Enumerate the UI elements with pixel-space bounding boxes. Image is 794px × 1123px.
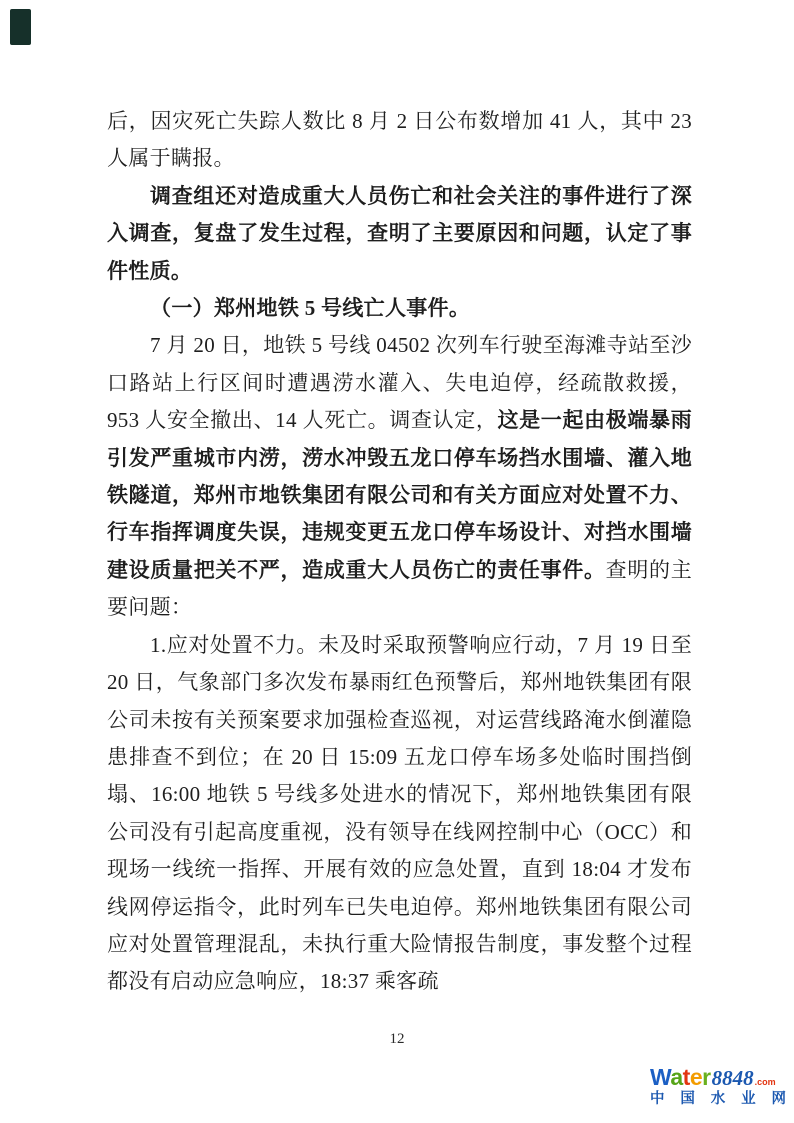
logo-subtitle: [650, 1092, 786, 1107]
logo-number: 8848: [711, 1066, 754, 1090]
logo-letter: e: [689, 1064, 703, 1090]
logo-subtitle-char: 水: [710, 1091, 726, 1107]
paragraph: [107, 290, 692, 327]
logo-subtitle-char: 业: [741, 1091, 756, 1107]
logo-tld: .com: [754, 1077, 776, 1087]
text-run: 查明的主要问题：: [107, 557, 692, 620]
document-body: [107, 103, 692, 1001]
paragraph: [107, 327, 692, 626]
paragraph: [107, 627, 692, 1001]
paragraph: [107, 178, 692, 290]
logo-letter: W: [650, 1064, 671, 1090]
logo-letter: a: [670, 1064, 683, 1090]
logo-subtitle-char: 网: [771, 1091, 786, 1107]
logo-subtitle-char: 国: [680, 1091, 695, 1107]
corner-mark: [10, 9, 31, 45]
logo-letter: t: [682, 1064, 690, 1090]
text-run: （一）郑州地铁 5 号线亡人事件。: [150, 296, 471, 321]
logo-line1: [650, 1066, 786, 1089]
logo-wordmark: [650, 1066, 711, 1089]
water8848-logo: [650, 1066, 786, 1107]
text-run: 这是一起由极端暴雨引发严重城市内涝，涝水冲毁五龙口停车场挡水围墙、灌入地铁隧道，郑州市地铁集团有限公司和有关方面应对处置不力、行车指挥调度失误，违规变更五龙口停车场设计、对挡水围墙建设质量把关不严，造成重大人员伤亡的责任事件。: [107, 409, 692, 582]
logo-letter: r: [702, 1064, 711, 1090]
paragraph: [107, 103, 692, 178]
text-run: 1.应对处置不力。未及时采取预警响应行动，7 月 19 日至 20 日，气象部门多次发布暴雨红色预警后，郑州地铁集团有限公司未按有关预案要求加强检查巡视，对运营线路淹水倒灌隐患排查不到位；在 20 日 15:09 五龙口停车场多处临时围挡倒塌、16:00 地铁 5 号线多处进水的情况下，郑州地铁集团有限公司没有引起高度重视，没有领导在线网控制中心（OCC）和现场一线统一指挥、开展有效的应急处置，直到 18:04 才发布线网停运指令，此时列车已失电迫停。郑州地铁集团有限公司应对处置管理混乱，未执行重大险情报告制度，事发整个过程都没有启动应急响应，18:37 乘客疏: [107, 632, 692, 994]
logo-subtitle-char: 中: [650, 1091, 665, 1107]
text-run: 调查组还对造成重大人员伤亡和社会关注的事件进行了深入调查，复盘了发生过程，查明了主要原因和问题，认定了事件性质。: [107, 184, 692, 283]
page-number: 12: [389, 1031, 405, 1047]
text-run: 后，因灾死亡失踪人数比 8 月 2 日公布数增加 41 人，其中 23 人属于瞒报。: [107, 109, 692, 171]
text-run: 7 月 20 日，地铁 5 号线 04502 次列车行驶至海滩寺站至沙口路站上行区间时遭遇涝水灌入、失电迫停，经疏散救援，953 人安全撤出、14 人死亡。调查认定，: [107, 333, 692, 433]
